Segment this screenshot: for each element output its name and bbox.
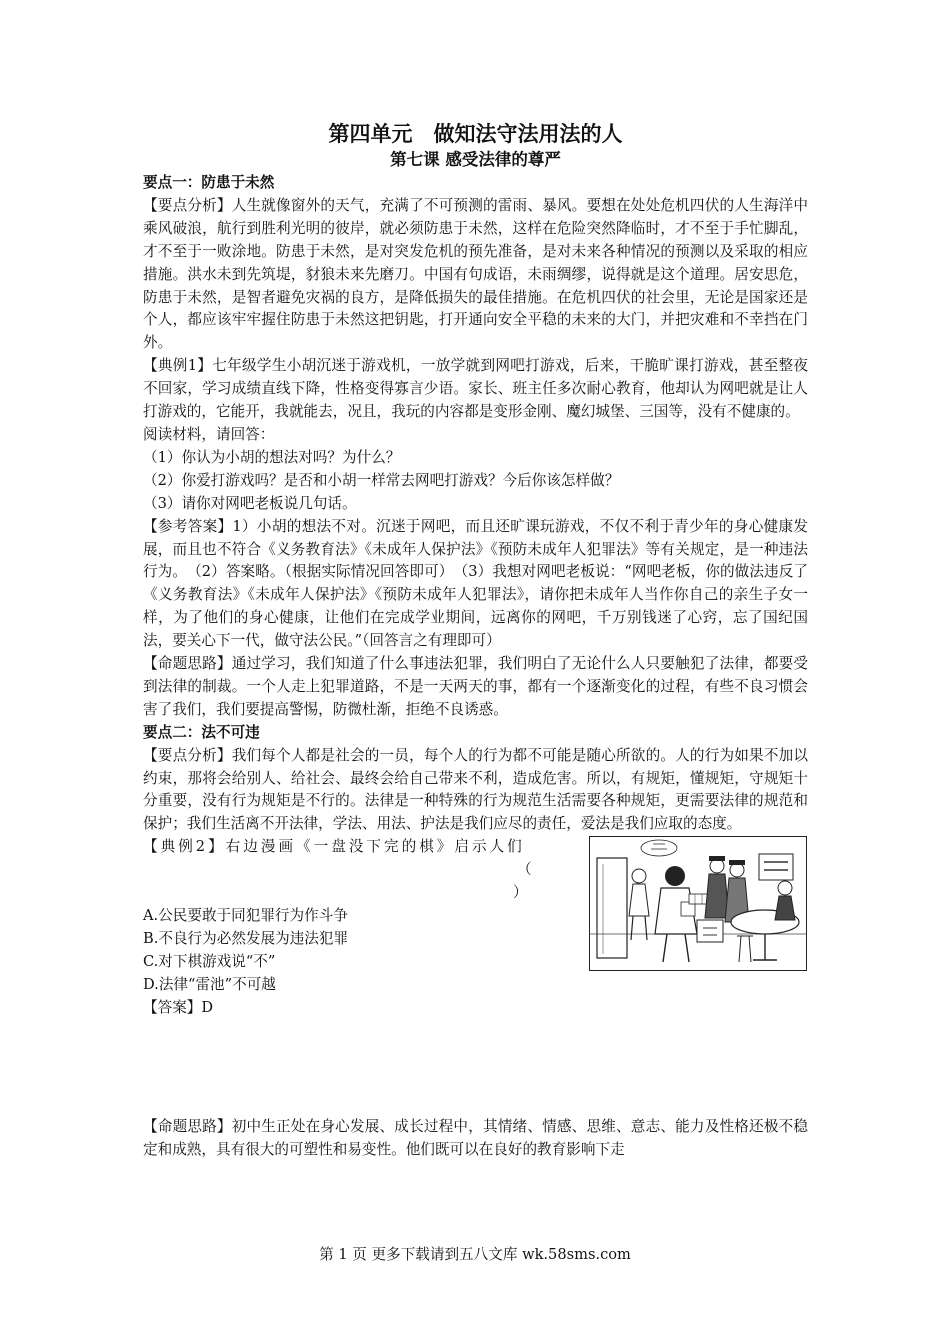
point1-thinking: 【命题思路】通过学习，我们知道了什么事违法犯罪，我们明白了无论什么人只要触犯了法律，都要受到法律的制裁。一个人走上犯罪道路，不是一天两天的事，都有一个逐渐变化的过程，有些不良习惯会害了我们，我们要提高警惕，防微杜渐，拒绝不良诱惑。	[143, 655, 808, 718]
point1-example: 【典例1】七年级学生小胡沉迷于游戏机，一放学就到网吧打游戏，后来，干脆旷课打游戏，甚至整夜不回家，学习成绩直线下降，性格变得寡言少语。家长、班主任多次耐心教育，他却认为网吧就是让人打游戏的，它能开，我就能去，况且，我玩的内容都是变形金刚、魔幻城堡、三国等，没有不健康的。	[143, 357, 808, 421]
point2-analysis: 【要点分析】我们每个人都是社会的一员，每个人的行为都不可能是随心所欲的。人的行为如果不加以约束，那将会给别人、给社会、最终会给自己带来不利，造成危害。所以，有规矩，懂规矩，守规矩十分重要，没有行为规矩是不行的。法律是一种特殊的行为规范生活需要各种规矩，更需要法律的规范和保护；我们生活离不开法律，学法、用法、护法是我们应尽的责任，爱法是我们应取的态度。	[143, 746, 808, 833]
option-b: B.不良行为必然发展为违法犯罪	[143, 929, 349, 947]
option-c: C.对下棋游戏说“不”	[143, 952, 276, 970]
point1-prompt: 阅读材料，请回答：	[143, 425, 275, 443]
point1-heading: 要点一：防患于未然	[143, 174, 275, 191]
document-body	[143, 120, 808, 1162]
example2-text	[143, 836, 575, 1019]
answer-paren-open: （	[517, 861, 532, 879]
example2-lead: 【典例2】右边漫画《一盘没下完的棋》启示人们	[143, 838, 525, 856]
example2-answer: 【答案】D	[143, 998, 214, 1016]
example2-block	[143, 836, 808, 1116]
option-a: A.公民要敢于同犯罪行为作斗争	[143, 907, 348, 924]
lesson-title: 第七课 感受法律的尊严	[390, 150, 561, 169]
point2-thinking: 【命题思路】初中生正处在身心发展、成长过程中，其情绪、情感、思维、意志、能力及性格还极不稳定和成熟，具有很大的可塑性和易变性。他们既可以在良好的教育影响下走	[143, 1118, 808, 1159]
page-footer: 第 1 页 更多下载请到五八文库 wk.58sms.com	[319, 1246, 631, 1263]
cartoon-illustration	[589, 836, 807, 971]
unit-title: 第四单元 做知法守法用法的人	[328, 121, 623, 146]
option-d: D.法律“雷池”不可越	[143, 975, 276, 993]
point2-heading: 要点二：法不可违	[143, 723, 260, 741]
point1-question-2: （2）你爱打游戏吗？是否和小胡一样常去网吧打游戏？今后你该怎样做？	[143, 471, 620, 489]
point1-question-3: （3）请你对网吧老板说几句话。	[143, 494, 357, 512]
point1-analysis: 【要点分析】人生就像窗外的天气，充满了不可预测的雷雨、暴风。要想在处处危机四伏的人生海洋中乘风破浪，航行到胜利光明的彼岸，就必须防患于未然，这样在危险突然降临时，才不至于手忙脚乱，才不至于一败涂地。防患于未然，是对突发危机的预先准备，是对未来各种情况的预测以及采取的相应措施。洪水未到先筑堤，豺狼未来先磨刀。中国有句成语，未雨绸缪，说得就是这个道理。居安思危，防患于未然，是智者避免灾祸的良方，是降低损失的最佳措施。在危机四伏的社会里，无论是国家还是个人，都应该牢牢握住防患于未然这把钥匙，打开通向安全平稳的未来的大门，并把灾难和不幸挡在门外。	[143, 196, 808, 352]
answer-paren-close: ）	[513, 884, 528, 902]
point1-question-1: （1）你认为小胡的想法对吗？为什么？	[143, 448, 401, 466]
point1-answer: 【参考答案】1）小胡的想法不对。沉迷于网吧，而且还旷课玩游戏，不仅不利于青少年的身心健康发展，而且也不符合《义务教育法》《未成年人保护法》《预防未成年人犯罪法》等有关规定，是一种违法行为。 （2）答案略。（根据实际情况回答即可） （3）我想对网吧老板说：“网吧老板，你的做法违反了《义务教育法》《未成年人保护法》《预防未成年人犯罪法》，请你把未成年人当作你自己的亲生子女一样，为了他们的身心健康，让他们在完成学业期间，远离你的网吧，千万别钱迷了心窍，忘了国纪国法，要关心下一代，做守法公民。”（回答言之有理即可）	[143, 517, 808, 650]
